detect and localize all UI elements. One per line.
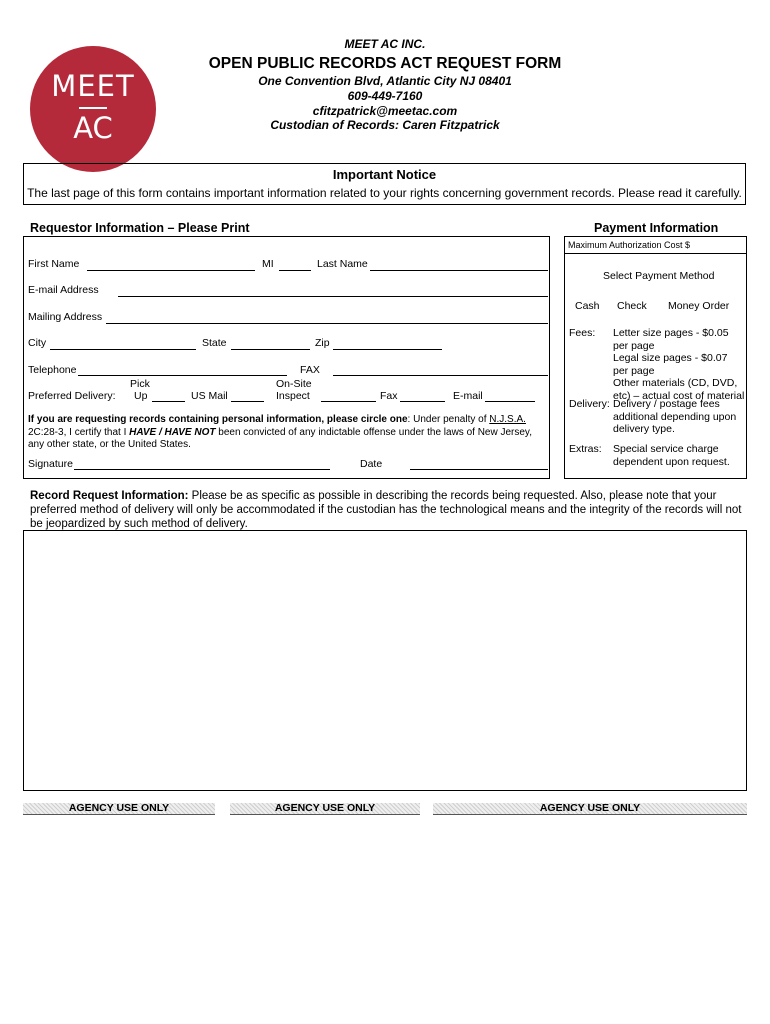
- signature-field[interactable]: [74, 469, 330, 470]
- record-request-info: [30, 489, 750, 531]
- cert-bold: If you are requesting records containing personal information, please circle one: [28, 414, 408, 425]
- select-payment-label: Select Payment Method: [603, 270, 715, 282]
- record-line2: preferred method of delivery will only be accommodated if the custodian has the technological means and the integrity of the records will not: [30, 504, 742, 516]
- cert-b: 2C:28-3,: [28, 426, 67, 438]
- delivery-line1: Delivery / postage fees: [613, 398, 720, 410]
- date-field[interactable]: [410, 469, 548, 470]
- logo-divider: [79, 107, 107, 109]
- date-label: Date: [360, 458, 383, 470]
- agency-use-only-1: [23, 803, 215, 815]
- agency-use-only-3: [433, 803, 747, 815]
- record-request-textarea[interactable]: [23, 530, 747, 791]
- fax-label: FAX: [300, 364, 320, 376]
- telephone-field[interactable]: [78, 375, 287, 376]
- phone: 609-449-7160: [347, 89, 423, 103]
- cert-d: been convicted of any indictable offense under the laws of New Jersey, any other state, or the United States.: [28, 426, 532, 450]
- zip-field[interactable]: [333, 349, 442, 350]
- agency-use-only-2: [230, 803, 420, 815]
- record-request-heading: Record Request Information:: [30, 490, 189, 502]
- fax-delivery-field[interactable]: [400, 401, 445, 402]
- company-name: MEET AC INC.: [344, 37, 426, 51]
- custodian: Custodian of Records: Caren Fitzpatrick: [270, 118, 500, 132]
- payment-heading: Payment Information: [594, 221, 719, 235]
- pickup-label: Up: [134, 390, 148, 402]
- contact-email: cfitzpatrick@meetac.com: [312, 104, 458, 118]
- extras-line1: Special service charge: [613, 443, 719, 455]
- mailing-address-field[interactable]: [106, 323, 548, 324]
- fees-line5: Other materials (CD, DVD,: [613, 377, 738, 389]
- cert-a: : Under penalty of: [407, 414, 490, 425]
- email-delivery-field[interactable]: [485, 401, 535, 402]
- njsa-link: N.J.S.A.: [489, 414, 526, 425]
- preferred-delivery-label: Preferred Delivery:: [28, 390, 116, 402]
- last-name-field[interactable]: [370, 270, 548, 271]
- email-delivery-label: E-mail: [453, 390, 483, 402]
- last-name-label: Last Name: [317, 258, 368, 270]
- state-field[interactable]: [231, 349, 310, 350]
- telephone-label: Telephone: [28, 364, 77, 376]
- fees-line2: per page: [613, 339, 655, 352]
- important-notice-box: [23, 163, 746, 205]
- fees-text: [613, 327, 744, 402]
- fax-delivery-label: Fax: [380, 390, 398, 402]
- record-line1: Please be as specific as possible in describing the records being requested. Also, please note that your: [188, 490, 717, 502]
- payment-divider: [565, 253, 746, 254]
- money-order-option[interactable]: Money Order: [668, 300, 730, 312]
- fees-line4: per page: [613, 364, 655, 377]
- meet-ac-logo: [30, 46, 156, 172]
- delivery-label: Delivery:: [569, 398, 610, 410]
- record-line3: be jeopardized by such method of delivery.: [30, 518, 248, 530]
- agency-label-1: AGENCY USE ONLY: [68, 802, 170, 814]
- address: One Convention Blvd, Atlantic City NJ 08401: [258, 74, 512, 88]
- extras-text: [613, 443, 730, 468]
- have-have-not[interactable]: HAVE / HAVE NOT: [129, 426, 216, 438]
- form-title: OPEN PUBLIC RECORDS ACT REQUEST FORM: [208, 55, 562, 72]
- extras-line2: dependent upon request.: [613, 455, 730, 468]
- check-option[interactable]: Check: [617, 300, 647, 312]
- logo-text-meet: MEET: [51, 69, 135, 103]
- delivery-line3: delivery type.: [613, 423, 675, 435]
- delivery-text: [613, 398, 736, 436]
- agency-label-3: AGENCY USE ONLY: [539, 802, 641, 814]
- pickup-field[interactable]: [152, 401, 185, 402]
- fees-line1: Letter size pages - $0.05: [613, 327, 729, 339]
- inspect-label: Inspect: [276, 390, 310, 402]
- usmail-label: US Mail: [191, 390, 228, 402]
- city-label: City: [28, 337, 47, 349]
- agency-label-2: AGENCY USE ONLY: [274, 802, 376, 814]
- pick-label: Pick: [130, 378, 150, 390]
- max-cost-label: Maximum Authorization Cost $: [568, 240, 691, 250]
- extras-label: Extras:: [569, 443, 602, 455]
- email-label: E-mail Address: [28, 284, 99, 296]
- mailing-address-label: Mailing Address: [28, 311, 103, 323]
- notice-text: The last page of this form contains important information related to your rights concerning government records. Please read it carefully.: [27, 186, 742, 200]
- certification-text: [28, 414, 543, 452]
- cash-option[interactable]: Cash: [575, 300, 600, 312]
- zip-label: Zip: [315, 337, 330, 349]
- requestor-heading: Requestor Information – Please Print: [30, 221, 250, 235]
- logo-text-ac: AC: [73, 111, 113, 145]
- fees-label: Fees:: [569, 327, 596, 339]
- mi-field[interactable]: [279, 270, 311, 271]
- signature-label: Signature: [28, 458, 73, 470]
- state-label: State: [202, 337, 227, 349]
- inspect-field[interactable]: [321, 401, 376, 402]
- delivery-line2: additional depending upon: [613, 410, 737, 423]
- first-name-label: First Name: [28, 258, 80, 270]
- email-field[interactable]: [118, 296, 548, 297]
- fax-field[interactable]: [333, 375, 548, 376]
- fees-line3: Legal size pages - $0.07: [613, 352, 728, 364]
- notice-heading: Important Notice: [332, 167, 437, 182]
- fees-line6: etc) – actual cost of material: [613, 389, 745, 402]
- mi-label: MI: [262, 258, 274, 270]
- city-field[interactable]: [50, 349, 196, 350]
- first-name-field[interactable]: [87, 270, 255, 271]
- usmail-field[interactable]: [231, 401, 264, 402]
- onsite-label: On-Site: [276, 378, 312, 390]
- cert-c: I certify that I: [66, 426, 130, 438]
